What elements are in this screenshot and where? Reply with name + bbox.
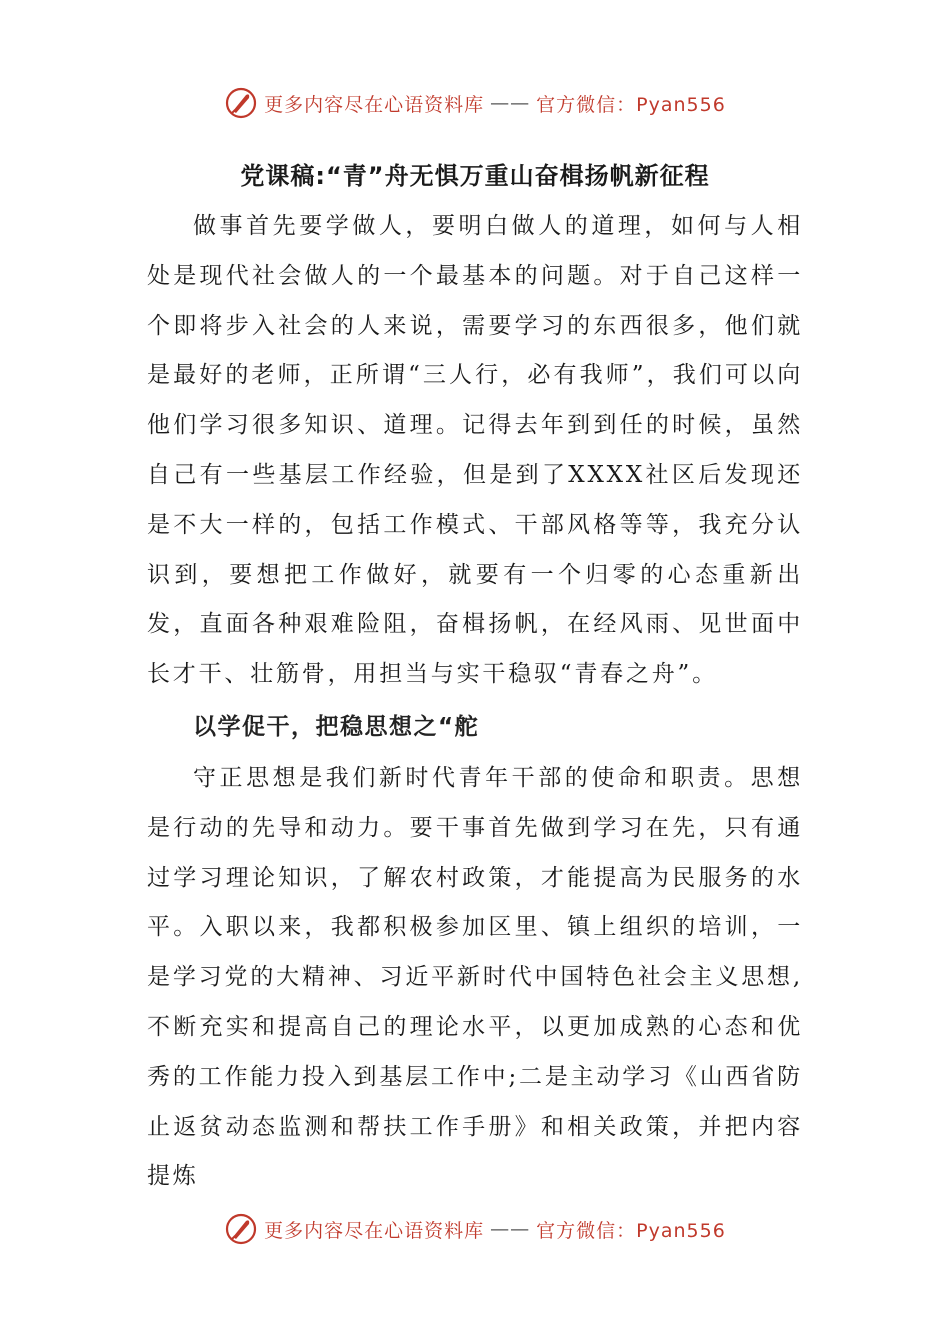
document-title: 党课稿:“青”舟无惧万重山奋楫扬帆新征程	[240, 162, 710, 190]
intro-paragraph: 做事首先要学做人，要明白做人的道理，如何与人相处是现代社会做人的一个最基本的问题。对于自己这样一个即将步入社会的人来说，需要学习的东西很多，他们就是最好的老师，正所谓“三人行，必有我师”，我们可以向他们学习很多知识、道理。记得去年到到任的时候，虽然自己有一些基层工作经验，但是到了XXXX社区后发现还是不大一样的，包括工作模式、干部风格等等，我充分认识到，要想把工作做好，就要有一个归零的心态重新出发，直面各种艰难险阻，奋楫扬帆，在经风雨、见世面中长才干、壮筋骨，用担当与实干稳驭“青春之舟”。	[147, 213, 803, 688]
header-watermark	[0, 86, 950, 120]
section-heading: 以学促干，把稳思想之“舵	[193, 713, 480, 740]
watermark-contact: 官方微信：Pyan556	[536, 1219, 726, 1242]
document-body	[147, 202, 803, 1202]
watermark-brand: 更多内容尽在心语资料库	[264, 1219, 485, 1242]
quill-pen-icon	[224, 86, 258, 120]
footer-watermark	[0, 1212, 950, 1246]
watermark-brand: 更多内容尽在心语资料库	[264, 93, 485, 116]
watermark-separator: ——	[490, 1218, 531, 1240]
quill-pen-icon	[224, 1212, 258, 1246]
watermark-separator: ——	[490, 92, 531, 114]
section-paragraph: 守正思想是我们新时代青年干部的使命和职责。思想是行动的先导和动力。要干事首先做到学习在先，只有通过学习理论知识，了解农村政策，才能提高为民服务的水平。入职以来，我都积极参加区里、镇上组织的培训，一是学习党的大精神、习近平新时代中国特色社会主义思想,不断充实和提高自己的理论水平，以更加成熟的心态和优秀的工作能力投入到基层工作中;二是主动学习《山西省防止返贫动态监测和帮扶工作手册》和相关政策，并把内容提炼	[147, 764, 803, 1190]
watermark-contact: 官方微信：Pyan556	[536, 93, 726, 116]
